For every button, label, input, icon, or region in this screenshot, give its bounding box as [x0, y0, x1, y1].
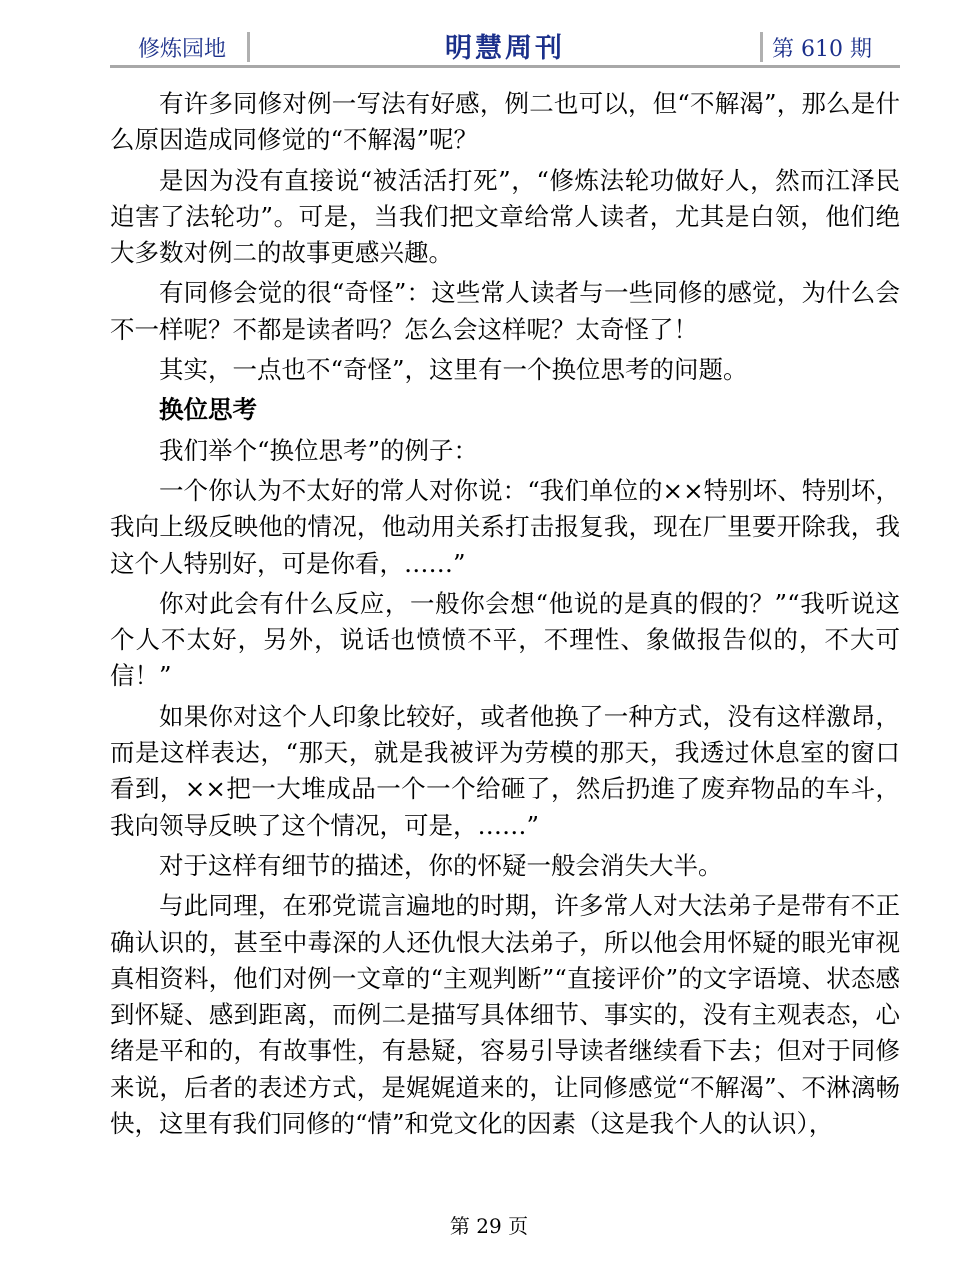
issue-number: 第 610 期: [772, 37, 872, 62]
page-header: [110, 22, 900, 68]
paragraph: 是因为没有直接说“被活活打死”，“修炼法轮功做好人，然而江泽民迫害了法轮功”。可是，当我们把文章给常人读者，尤其是白领，他们绝大多数对例二的故事更感兴趣。: [110, 165, 900, 268]
header-rule: [110, 65, 900, 68]
page-number: 第 29 页: [449, 1214, 529, 1238]
paragraph: 其实，一点也不“奇怪”，这里有一个换位思考的问题。: [159, 355, 748, 385]
header-divider-right: [760, 32, 763, 62]
publication-title: 明慧周刊: [445, 33, 565, 64]
paragraph: 如果你对这个人印象比较好，或者他换了一种方式，没有这样激昂，而是这样表达，“那天，就是我被评为劳模的那天，我透过休息室的窗口看到，××把一大堆成品一个一个给砸了，然后扔進了废弃物品的车斗，我向领导反映了这个情况，可是，……”: [110, 701, 900, 840]
article-body: [110, 86, 900, 1146]
paragraph: 一个你认为不太好的常人对你说：“我们单位的××特别坏、特别坏，我向上级反映他的情况，他动用关系打击报复我，现在厂里要开除我，我这个人特别好，可是你看，……”: [110, 475, 900, 578]
paragraph: 有许多同修对例一写法有好感，例二也可以，但“不解渴”，那么是什么原因造成同修觉的“不解渴”呢？: [110, 89, 900, 155]
section-title: 修炼园地: [138, 37, 227, 62]
paragraph: 与此同理，在邪党谎言遍地的时期，许多常人对大法弟子是带有不正确认识的，甚至中毒深的人还仇恨大法弟子，所以他会用怀疑的眼光审视真相资料，他们对例一文章的“主观判断”“直接评价”的文字语境、状态感到怀疑、感到距离，而例二是描写具体细节、事实的，没有主观表态，心绪是平和的，有故事性，有悬疑，容易引导读者继续看下去；但对于同修来说，后者的表述方式，是娓娓道来的，让同修感觉“不解渴”、不淋漓畅快，这里有我们同修的“情”和党文化的因素（这是我个人的认识），: [110, 891, 900, 1139]
paragraph: 有同修会觉的很“奇怪”：这些常人读者与一些同修的感觉，为什么会不一样呢？不都是读者吗？怎么会这样呢？太奇怪了！: [110, 278, 900, 344]
section-heading: 换位思考: [159, 395, 257, 425]
paragraph: 你对此会有什么反应，一般你会想“他说的是真的假的？”“我听说这个人不太好，另外，说话也愤愤不平，不理性、象做报告似的，不大可信！”: [110, 588, 900, 691]
paragraph: 对于这样有细节的描述，你的怀疑一般会消失大半。: [159, 850, 723, 880]
paragraph: 我们举个“换位思考”的例子：: [159, 435, 479, 465]
